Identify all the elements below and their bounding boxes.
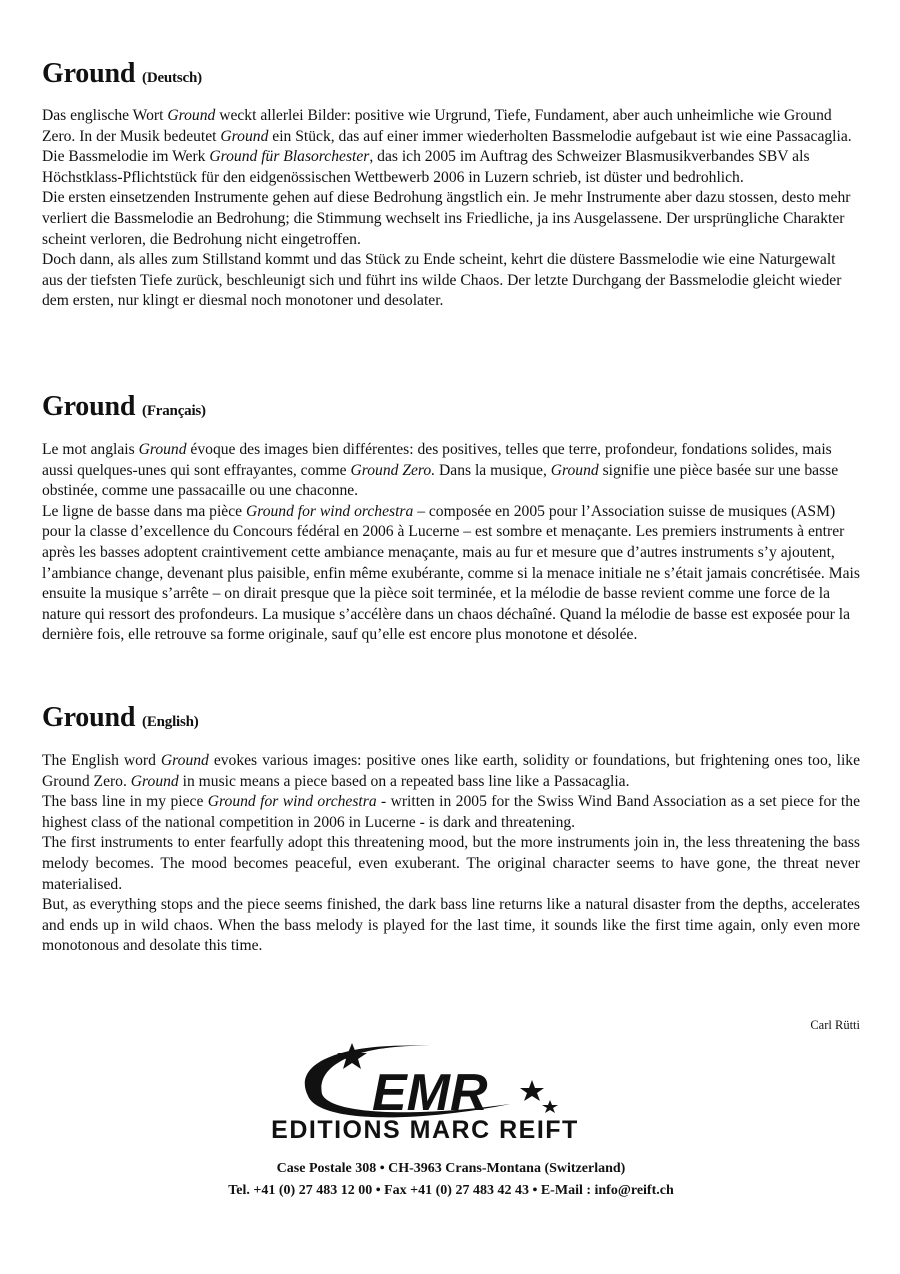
star-icon [542, 1100, 558, 1113]
italic-run: Ground [550, 461, 599, 479]
section-body [42, 106, 860, 312]
section-body [42, 440, 860, 646]
paragraph: But, as everything stops and the piece seems finished, the dark bass line returns like a natural disaster from the depths, accelerates and ends up in wild chaos. When the bass melody is played for the last time, it sounds like the first time again, only even more monotonous and desolate this time. [42, 896, 860, 955]
contact-line: Tel. +41 (0) 27 483 12 00 • Fax +41 (0) 27 483 42 43 • E-Mail : info@reift.ch [228, 1183, 674, 1198]
paragraph: Doch dann, als alles zum Stillstand kommt und das Stück zu Ende scheint, kehrt die düstere Bassmelodie wie eine Naturgewalt aus der tiefsten Tiefe zurück, beschleunigt sich und führt ins wilde Chaos. Der letzte Durchgang der Bassmelodie gleicht wieder dem ersten, nur klingt er diesmal noch monotoner und desolater. [42, 251, 842, 310]
paragraph: The first instruments to enter fearfully adopt this threatening mood, but the more instruments join in, the less threatening the bass melody becomes. The mood becomes peaceful, even exuberant. The original character seems to have gone, the threat never materialised. [42, 834, 860, 893]
section-title [42, 58, 860, 94]
section-title [42, 702, 860, 738]
italic-run: Ground Zero. [350, 461, 436, 479]
title-text: Ground [42, 391, 136, 422]
italic-run: Ground [130, 772, 179, 790]
star-icon [337, 1043, 367, 1069]
publisher-logo [180, 1038, 670, 1148]
section-body [42, 751, 860, 957]
emr-logo-graphic [180, 1038, 670, 1148]
italic-run: Ground for wind orchestra [207, 793, 377, 811]
italic-run: Ground [138, 441, 187, 458]
star-icon [520, 1080, 544, 1101]
paragraph: Das englische Wort Ground weckt allerlei Bilder: positive wie Urgrund, Tiefe, Fundament, aber auch unheimliche wie Ground Zero. In der Musik bedeutet Ground ein Stück, das auf einer immer wiederholten Bassmelodie aufgebaut ist wie eine Passacaglia. [42, 107, 852, 145]
title-text: Ground [42, 58, 136, 89]
address-line: Case Postale 308 • CH-3963 Crans-Montana (Switzerland) [276, 1161, 626, 1176]
italic-run: Ground [220, 127, 269, 145]
italic-run: Ground [167, 107, 216, 124]
publisher-address [42, 1158, 860, 1202]
italic-run: Ground [160, 752, 209, 769]
paragraph: The English word Ground evokes various images: positive ones like earth, solidity or foundations, but frightening ones too, like Ground Zero. Ground in music means a piece based on a repeated bass line like a Passacaglia. [42, 752, 860, 790]
paragraph: Le mot anglais Ground évoque des images bien différentes: des positives, telles que terre, profondeur, fondations solides, mais aussi quelques-unes qui sont effrayantes, comme Ground Zero. Dans la musique, Ground signifie une pièce basée sur une basse obstinée, comme une passacaille ou une chaconne. [42, 441, 839, 500]
section-german [42, 58, 860, 312]
emr-mark: EMR [372, 1064, 488, 1122]
company-name: EDITIONS MARC REIFT [271, 1116, 579, 1144]
paragraph: Le ligne de basse dans ma pièce Ground for wind orchestra – composée en 2005 pour l’Association suisse de musiques (ASM) pour la classe d’excellence du Concours fédéral en 2006 à Lucerne – est sombre et menaçante. Les premiers instruments à entrer après les basses adoptent craintivement cette ambiance menaçante, mais au fur et mesure que d’autres instruments s’y ajoutent, l’ambiance change, devenant plus paisible, enfin même exubérante, comme si la menace initiale ne s’était jamais concrétisée. Mais ensuite la musique s’arrête – on dirait presque que la pièce soit terminée, et la mélodie de basse revient comme une force de la nature qui ressort des profondeurs. La musique s’accélère dans un chaos déchaîné. Quand la mélodie de basse est exposée pour la dernière fois, elle retrouve sa forme originale, sauf qu’elle est encore plus monotone et désolée. [42, 502, 860, 644]
section-french [42, 391, 860, 646]
paragraph: Die ersten einsetzenden Instrumente gehen auf diese Bedrohung ängstlich ein. Je mehr Instrumente aber dazu stossen, desto mehr verliert die Bassmelodie an Bedrohung; die Stimmung wechselt ins Friedliche, ja ins Ausgelassene. Der ursprüngliche Charakter scheint verloren, die Bedrohung nicht eingetroffen. [42, 189, 851, 248]
language-label: (English) [142, 714, 199, 730]
language-label: (Français) [142, 403, 206, 419]
italic-run: Ground für Blasorchester [209, 148, 370, 166]
title-text: Ground [42, 702, 136, 733]
section-english [42, 702, 860, 957]
section-title [42, 391, 860, 427]
paragraph: The bass line in my piece Ground for wind orchestra - written in 2005 for the Swiss Wind Band Association as a set piece for the highest class of the national competition in 2006 in Lucerne - is dark and threatening. [42, 793, 860, 831]
author-signature: Carl Rütti [810, 1018, 860, 1032]
italic-run: Ground for wind orchestra [245, 502, 414, 520]
paragraph: Die Bassmelodie im Werk Ground für Blasorchester, das ich 2005 im Auftrag des Schweizer Blasmusikverbandes SBV als Höchstklass-Pflichtstück für den eidgenössischen Wettbewerb 2006 in Luzern schrieb, ist düster und bedrohlich. [42, 148, 810, 186]
language-label: (Deutsch) [142, 70, 202, 86]
